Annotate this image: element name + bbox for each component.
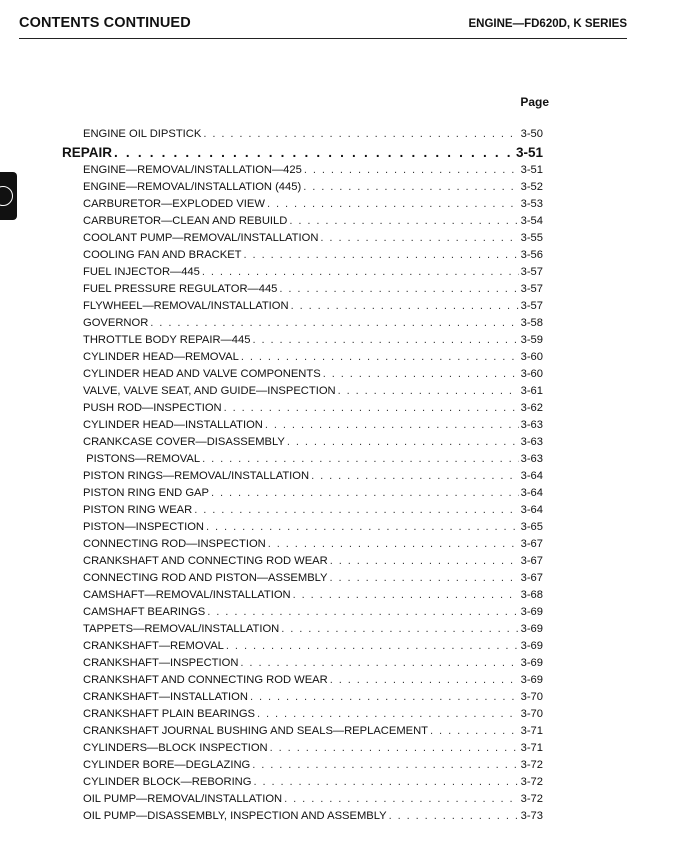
toc-entry-title: FUEL INJECTOR—445 xyxy=(83,266,200,278)
toc-leader-dots xyxy=(194,502,518,519)
toc-leader-dots xyxy=(338,383,519,400)
toc-entry-page: 3-64 xyxy=(520,487,543,499)
header-divider xyxy=(19,38,627,39)
toc-entry-page: 3-68 xyxy=(520,589,543,601)
toc-leader-dots xyxy=(211,485,519,502)
toc-entry[interactable] xyxy=(83,774,543,791)
toc-entry-title: CYLINDER HEAD—INSTALLATION xyxy=(83,419,263,431)
toc-leader-dots xyxy=(252,757,518,774)
toc-leader-dots xyxy=(270,740,519,757)
toc-entry-title: CYLINDERS—BLOCK INSPECTION xyxy=(83,742,268,754)
toc-leader-dots xyxy=(150,315,518,332)
toc-entry[interactable] xyxy=(83,604,543,621)
toc-entry[interactable] xyxy=(83,519,543,536)
toc-entry-page: 3-69 xyxy=(520,606,543,618)
toc-entry-page: 3-69 xyxy=(520,640,543,652)
toc-entry-page: 3-51 xyxy=(515,145,543,160)
toc-section-entry[interactable] xyxy=(62,143,543,162)
toc-leader-dots xyxy=(244,247,519,264)
toc-entry[interactable] xyxy=(83,621,543,638)
toc-entry-title: PUSH ROD—INSPECTION xyxy=(83,402,222,414)
toc-entry-title: FUEL PRESSURE REGULATOR—445 xyxy=(83,283,278,295)
toc-entry-page: 3-50 xyxy=(520,128,543,140)
toc-leader-dots xyxy=(323,366,519,383)
toc-leader-dots xyxy=(389,808,519,825)
toc-entry[interactable] xyxy=(83,451,543,468)
toc-entry[interactable] xyxy=(83,383,543,400)
toc-entry-title: ENGINE—REMOVAL/INSTALLATION—425 xyxy=(83,164,302,176)
toc-leader-dots xyxy=(253,774,518,791)
toc-entry-title: CONNECTING ROD AND PISTON—ASSEMBLY xyxy=(83,572,328,584)
toc-entry-title: PISTON RING WEAR xyxy=(83,504,193,516)
toc-leader-dots xyxy=(265,417,519,434)
toc-leader-dots xyxy=(203,126,518,143)
toc-entry[interactable] xyxy=(83,553,543,570)
toc-entry[interactable] xyxy=(83,366,543,383)
toc-entry-title: CRANKSHAFT AND CONNECTING ROD WEAR xyxy=(83,555,328,567)
toc-entry[interactable] xyxy=(83,689,543,706)
toc-leader-dots xyxy=(257,706,519,723)
toc-entry-page: 3-64 xyxy=(520,504,543,516)
toc-entry-title: COOLANT PUMP—REMOVAL/INSTALLATION xyxy=(83,232,319,244)
toc-entry[interactable] xyxy=(83,706,543,723)
toc-leader-dots xyxy=(241,349,519,366)
toc-entry-page: 3-54 xyxy=(520,215,543,227)
toc-entry[interactable] xyxy=(83,400,543,417)
toc-entry-title: CRANKSHAFT AND CONNECTING ROD WEAR xyxy=(83,674,328,686)
toc-entry-page: 3-70 xyxy=(520,708,543,720)
toc-entry-page: 3-63 xyxy=(520,453,543,465)
toc-leader-dots xyxy=(330,570,519,587)
toc-entry-title: COOLING FAN AND BRACKET xyxy=(83,249,242,261)
toc-entry-title: CRANKCASE COVER—DISASSEMBLY xyxy=(83,436,285,448)
section-tab-icon xyxy=(0,186,13,206)
toc-entry-title: GOVERNOR xyxy=(83,317,149,329)
toc-entry-page: 3-72 xyxy=(520,759,543,771)
toc-entry-title: CYLINDER HEAD—REMOVAL xyxy=(83,351,239,363)
toc-entry[interactable] xyxy=(83,349,543,366)
toc-entry-page: 3-67 xyxy=(520,572,543,584)
toc-entry-title: CRANKSHAFT—REMOVAL xyxy=(83,640,224,652)
toc-entry-title: CRANKSHAFT—INSPECTION xyxy=(83,657,239,669)
toc-leader-dots xyxy=(304,162,519,179)
toc-entry[interactable] xyxy=(83,264,543,281)
toc-entry-title: ENGINE—REMOVAL/INSTALLATION (445) xyxy=(83,181,302,193)
toc-entry[interactable] xyxy=(83,587,543,604)
toc-entry[interactable] xyxy=(83,655,543,672)
toc-entry-page: 3-69 xyxy=(520,657,543,669)
toc-leader-dots xyxy=(240,655,518,672)
toc-entry[interactable] xyxy=(83,281,543,298)
toc-entry-page: 3-64 xyxy=(520,470,543,482)
toc-leader-dots xyxy=(289,213,518,230)
toc-entry-title: CAMSHAFT—REMOVAL/INSTALLATION xyxy=(83,589,291,601)
toc-leader-dots xyxy=(287,434,519,451)
toc-leader-dots xyxy=(293,587,519,604)
page-header-section: ENGINE—FD620D, K SERIES xyxy=(468,18,627,30)
toc-entry[interactable] xyxy=(83,315,543,332)
toc-leader-dots xyxy=(207,604,518,621)
toc-leader-dots xyxy=(226,638,519,655)
toc-entry-title: OIL PUMP—REMOVAL/INSTALLATION xyxy=(83,793,283,805)
toc-entry[interactable] xyxy=(83,434,543,451)
toc-entry[interactable] xyxy=(83,791,543,808)
toc-leader-dots xyxy=(206,519,519,536)
toc-entry-page: 3-72 xyxy=(520,793,543,805)
section-tab-marker xyxy=(0,172,17,220)
toc-entry-page: 3-60 xyxy=(520,351,543,363)
toc-entry-page: 3-58 xyxy=(520,317,543,329)
toc-entry-title: CAMSHAFT BEARINGS xyxy=(83,606,206,618)
toc-entry-page: 3-67 xyxy=(520,538,543,550)
toc-entry-page: 3-69 xyxy=(520,674,543,686)
toc-entry-page: 3-69 xyxy=(520,623,543,635)
toc-entry-title: OIL PUMP—DISASSEMBLY, INSPECTION AND ASSEMBLY xyxy=(83,810,387,822)
toc-entry-title: CARBURETOR—EXPLODED VIEW xyxy=(83,198,265,210)
toc-entry[interactable] xyxy=(83,247,543,264)
toc-entry[interactable] xyxy=(83,468,543,485)
toc-entry-page: 3-63 xyxy=(520,436,543,448)
toc-entry-page: 3-52 xyxy=(520,181,543,193)
toc-entry-page: 3-55 xyxy=(520,232,543,244)
toc-entry-page: 3-67 xyxy=(520,555,543,567)
toc-entry-page: 3-72 xyxy=(520,776,543,788)
toc-leader-dots xyxy=(330,553,519,570)
toc-entry-page: 3-70 xyxy=(520,691,543,703)
toc-entry-title: CRANKSHAFT JOURNAL BUSHING AND SEALS—REPLACEMENT xyxy=(83,725,429,737)
toc-entry[interactable] xyxy=(83,723,543,740)
toc-leader-dots xyxy=(311,468,519,485)
toc-entry-title: PISTON—INSPECTION xyxy=(83,521,205,533)
toc-entry[interactable] xyxy=(83,672,543,689)
toc-entry[interactable] xyxy=(83,332,543,349)
toc-leader-dots xyxy=(279,281,518,298)
toc-entry[interactable] xyxy=(83,808,543,825)
toc-entry-title: CRANKSHAFT PLAIN BEARINGS xyxy=(83,708,255,720)
toc-leader-dots xyxy=(281,621,518,638)
toc-leader-dots xyxy=(430,723,519,740)
toc-entry-page: 3-59 xyxy=(520,334,543,346)
toc-entry-title: THROTTLE BODY REPAIR—445 xyxy=(83,334,251,346)
toc-entry[interactable] xyxy=(83,417,543,434)
toc-entry[interactable] xyxy=(83,502,543,519)
toc-leader-dots xyxy=(250,689,519,706)
toc-entry[interactable] xyxy=(83,230,543,247)
toc-leader-dots xyxy=(224,400,519,417)
toc-entry-title: ENGINE OIL DIPSTICK xyxy=(83,128,202,140)
toc-entry-page: 3-60 xyxy=(520,368,543,380)
toc-entry-title: PISTON RINGS—REMOVAL/INSTALLATION xyxy=(83,470,310,482)
page-header-title: CONTENTS CONTINUED xyxy=(19,15,191,31)
toc-entry-page: 3-62 xyxy=(520,402,543,414)
toc-entry-title: CYLINDER HEAD AND VALVE COMPONENTS xyxy=(83,368,321,380)
page-column-heading: Page xyxy=(520,95,549,109)
toc-leader-dots xyxy=(202,264,519,281)
toc-leader-dots xyxy=(268,536,519,553)
toc-entry-page: 3-71 xyxy=(520,725,543,737)
toc-entry-title: PISTONS—REMOVAL xyxy=(83,453,201,465)
toc-leader-dots xyxy=(114,143,514,162)
toc-entry-title: CYLINDER BLOCK—REBORING xyxy=(83,776,252,788)
toc-entry[interactable] xyxy=(83,196,543,213)
toc-leader-dots xyxy=(252,332,518,349)
toc-entry[interactable] xyxy=(83,740,543,757)
toc-entry-page: 3-56 xyxy=(520,249,543,261)
toc-leader-dots xyxy=(303,179,518,196)
toc-entry-title: FLYWHEEL—REMOVAL/INSTALLATION xyxy=(83,300,289,312)
toc-entry-page: 3-57 xyxy=(520,266,543,278)
toc-entry-page: 3-65 xyxy=(520,521,543,533)
toc-entry-title: TAPPETS—REMOVAL/INSTALLATION xyxy=(83,623,280,635)
table-of-contents xyxy=(62,126,543,825)
toc-leader-dots xyxy=(291,298,519,315)
toc-entry[interactable] xyxy=(83,570,543,587)
toc-leader-dots xyxy=(320,230,518,247)
toc-entry-page: 3-57 xyxy=(520,283,543,295)
toc-entry-title: CYLINDER BORE—DEGLAZING xyxy=(83,759,251,771)
toc-leader-dots xyxy=(202,451,519,468)
toc-entry-title: CRANKSHAFT—INSTALLATION xyxy=(83,691,248,703)
toc-entry[interactable] xyxy=(83,162,543,179)
toc-leader-dots xyxy=(284,791,518,808)
toc-leader-dots xyxy=(330,672,519,689)
toc-entry[interactable] xyxy=(83,126,543,143)
toc-entry-page: 3-51 xyxy=(520,164,543,176)
toc-entry-title: REPAIR xyxy=(62,145,113,160)
toc-entry[interactable] xyxy=(83,179,543,196)
toc-entry-page: 3-63 xyxy=(520,419,543,431)
toc-entry-title: CARBURETOR—CLEAN AND REBUILD xyxy=(83,215,288,227)
toc-entry-page: 3-71 xyxy=(520,742,543,754)
toc-entry-title: CONNECTING ROD—INSPECTION xyxy=(83,538,266,550)
toc-entry-page: 3-73 xyxy=(520,810,543,822)
toc-entry-page: 3-57 xyxy=(520,300,543,312)
toc-entry[interactable] xyxy=(83,757,543,774)
toc-leader-dots xyxy=(267,196,519,213)
toc-entry-page: 3-53 xyxy=(520,198,543,210)
toc-entry-page: 3-61 xyxy=(520,385,543,397)
toc-entry[interactable] xyxy=(83,485,543,502)
toc-entry[interactable] xyxy=(83,213,543,230)
toc-entry-title: VALVE, VALVE SEAT, AND GUIDE—INSPECTION xyxy=(83,385,336,397)
toc-entry[interactable] xyxy=(83,536,543,553)
toc-entry[interactable] xyxy=(83,298,543,315)
toc-entry-title: PISTON RING END GAP xyxy=(83,487,209,499)
toc-entry[interactable] xyxy=(83,638,543,655)
